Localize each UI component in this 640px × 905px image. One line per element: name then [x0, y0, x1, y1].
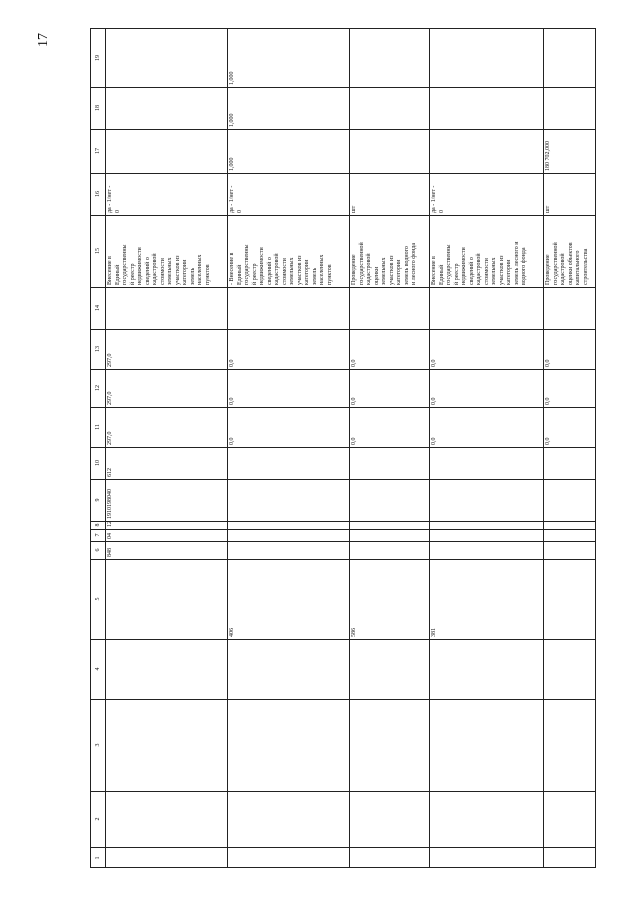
row-2-col-5: 406: [229, 628, 235, 637]
column-header-18: 18: [95, 105, 101, 111]
column-boundary-line: [91, 521, 595, 522]
column-header-2: 2: [95, 817, 101, 821]
row-1-col-11: 297,0: [107, 431, 113, 445]
row-5-col-13: 0,0: [545, 359, 551, 367]
column-header-15: 15: [95, 248, 101, 254]
column-header-12: 12: [95, 385, 101, 391]
row-2-col-19: 1,000: [229, 71, 235, 85]
row-3-col-11: 0,0: [351, 437, 357, 445]
row-3-col-13: 0,0: [351, 359, 357, 367]
column-header-13: 13: [95, 346, 101, 352]
column-boundary-line: [91, 559, 595, 560]
row-5-col-12: 0,0: [545, 397, 551, 405]
row-divider-1: [227, 29, 228, 867]
row-5-col-17: 180 702,000: [545, 141, 551, 171]
row-1-col-9: 1910198040: [107, 489, 113, 519]
column-boundary-line: [91, 447, 595, 448]
row-5-col-15: Проведение государственной кадастровой оценки объектов капитального строительства: [545, 242, 589, 285]
column-header-14: 14: [95, 305, 101, 311]
row-2-col-16: да - 1/нет - 0: [229, 185, 243, 213]
row-2-col-18: 1,000: [229, 113, 235, 127]
row-4-col-12: 0,0: [431, 397, 437, 405]
row-1-col-15: Внесение в Единый государственны й реестр недвижимости сведений о кадастровой стоимости земельных участков из категории земель населенных пунктов: [107, 244, 211, 285]
row-2-col-13: 0,0: [229, 359, 235, 367]
column-header-5: 5: [95, 597, 101, 601]
row-3-col-15: Проведение государственной кадастровой оценки земельных участков из категории земель водного и лесного фонда: [351, 242, 417, 285]
column-boundary-line: [91, 479, 595, 480]
column-boundary-line: [91, 173, 595, 174]
row-4-col-11: 0,0: [431, 437, 437, 445]
row-1-col-7: 04: [107, 533, 113, 539]
column-header-3: 3: [95, 743, 101, 747]
row-5-col-16: шт: [545, 205, 551, 213]
row-divider-2: [349, 29, 350, 867]
column-boundary-line: [91, 699, 595, 700]
row-2-col-12: 0,0: [229, 397, 235, 405]
row-1-col-8: 12: [107, 521, 113, 527]
column-header-6: 6: [95, 548, 101, 552]
column-header-10: 10: [95, 460, 101, 466]
row-divider-3: [429, 29, 430, 867]
column-header-4: 4: [95, 667, 101, 671]
page-number: 17: [36, 33, 51, 47]
column-boundary-line: [91, 541, 595, 542]
row-3-col-5: 586: [351, 628, 357, 637]
column-header-19: 19: [95, 55, 101, 61]
row-1-col-12: 297,0: [107, 391, 113, 405]
column-header-7: 7: [95, 533, 101, 537]
row-4-col-13: 0,0: [431, 359, 437, 367]
column-header-8: 8: [95, 523, 101, 527]
column-boundary-line: [91, 329, 595, 330]
column-header-9: 9: [95, 498, 101, 502]
row-4-col-5: 381: [431, 628, 437, 637]
column-boundary-line: [91, 791, 595, 792]
column-boundary-line: [91, 369, 595, 370]
row-4-col-15: Внесение в Единый государственны й реестр недвижимости сведений о кадастровой стоимости земельных участков из категории земель лесного и водного фонда: [431, 241, 527, 285]
row-3-col-12: 0,0: [351, 397, 357, 405]
row-4-col-16: да - 1/нет - 0: [431, 185, 445, 213]
row-1-col-13: 297,0: [107, 353, 113, 367]
column-boundary-line: [91, 529, 595, 530]
row-2-col-17: 1,000: [229, 157, 235, 171]
data-table: [90, 28, 596, 868]
column-header-11: 11: [95, 424, 101, 430]
row-2-col-11: 0,0: [229, 437, 235, 445]
column-boundary-line: [91, 639, 595, 640]
column-header-17: 17: [95, 148, 101, 154]
row-1-col-10: 612: [107, 468, 113, 477]
row-5-col-11: 0,0: [545, 437, 551, 445]
column-boundary-line: [91, 287, 595, 288]
column-header-16: 16: [95, 191, 101, 197]
column-header-1: 1: [95, 856, 101, 860]
row-1-col-6: 848: [107, 548, 113, 557]
column-boundary-line: [91, 87, 595, 88]
column-boundary-line: [91, 847, 595, 848]
row-1-col-16: да - 1/нет - 0: [107, 185, 121, 213]
row-2-col-15: - Внесение в Единый государственны й реестр недвижимости сведений о кадастровой стоимости земельных участков из категории земель населенных пунктов: [229, 244, 333, 285]
column-boundary-line: [91, 129, 595, 130]
column-divider: [105, 29, 106, 867]
row-3-col-16: шт: [351, 205, 357, 213]
row-divider-4: [543, 29, 544, 867]
column-boundary-line: [91, 407, 595, 408]
column-boundary-line: [91, 215, 595, 216]
